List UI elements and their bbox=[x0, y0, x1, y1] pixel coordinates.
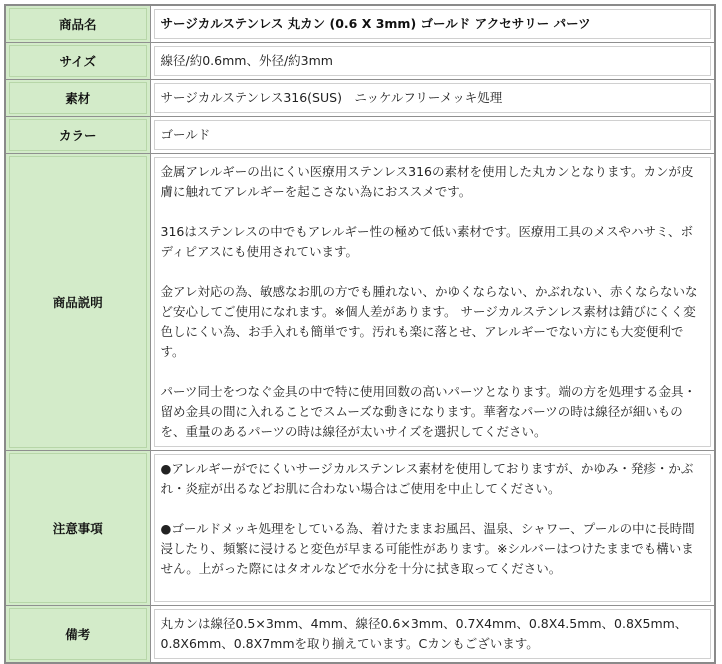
value-description bbox=[154, 157, 712, 447]
value-caution bbox=[154, 454, 712, 602]
caution-paragraph: ●アレルギーがでにくいサージカルステンレス素材を使用しておりますが、かゆみ・発疹・かぶれ・炎症が出るなどお肌に合わない場合はご使用を中止してください。 bbox=[160, 461, 694, 496]
label-size: サイズ bbox=[9, 45, 147, 77]
description-paragraph: 金アレ対応の為、敏感なお肌の方でも腫れない、かゆくならない、かぶれない、赤くならないなど安心してご使用になれます。※個人差があります。 サージカルステンレス素材は錆びにくく変色しにくい為、お手入れも簡単です。汚れも楽に落とせ、アレルギーでない方にも大変便利です。 bbox=[160, 284, 698, 359]
value-product-name: サージカルステンレス 丸カン (0.6 X 3mm) ゴールド アクセサリー パーツ bbox=[154, 9, 712, 39]
caution-paragraph: ●ゴールドメッキ処理をしている為、着けたままお風呂、温泉、シャワー、プールの中に長時間浸したり、頻繁に浸けると変色が早まる可能性があります。※シルバーはつけたままでも構いません。上がった際にはタオルなどで水分を十分に拭き取ってください。 bbox=[160, 521, 695, 576]
label-caution: 注意事項 bbox=[9, 453, 147, 603]
label-product-name: 商品名 bbox=[9, 8, 147, 40]
label-material: 素材 bbox=[9, 82, 147, 114]
row-size bbox=[5, 43, 715, 80]
description-paragraph: パーツ同士をつなぐ金具の中で特に使用回数の高いパーツとなります。端の方を処理する金具・留め金具の間に入れることでスムーズな動きになります。華奢なパーツの時は線径が細いものを、重量のあるパーツの時は線径が太いサイズを選択してください。 bbox=[160, 384, 697, 439]
row-caution bbox=[5, 451, 715, 606]
description-paragraph: 金属アレルギーの出にくい医療用ステンレス316の素材を使用した丸カンとなります。カンが皮膚に触れてアレルギーを起こさない為におススメです。 bbox=[160, 164, 694, 199]
description-paragraph: 316はステンレスの中でもアレルギー性の極めて低い素材です。医療用工具のメスやハサミ、ボディピアスにも使用されています。 bbox=[160, 224, 693, 259]
value-material: サージカルステンレス316(SUS) ニッケルフリーメッキ処理 bbox=[154, 83, 712, 113]
label-color: カラー bbox=[9, 119, 147, 151]
row-product-name bbox=[5, 5, 715, 43]
row-remarks bbox=[5, 606, 715, 664]
value-color: ゴールド bbox=[154, 120, 712, 150]
row-material bbox=[5, 80, 715, 117]
row-description bbox=[5, 154, 715, 451]
row-color bbox=[5, 117, 715, 154]
label-remarks: 備考 bbox=[9, 608, 147, 660]
value-size: 線径/約0.6mm、外径/約3mm bbox=[154, 46, 712, 76]
label-description: 商品説明 bbox=[9, 156, 147, 448]
product-spec-table bbox=[4, 4, 716, 664]
value-remarks: 丸カンは線径0.5×3mm、4mm、線径0.6×3mm、0.7X4mm、0.8X4.5mm、0.8X5mm、0.8X6mm、0.8X7mmを取り揃えています。Cカンもございます。 bbox=[154, 609, 712, 659]
